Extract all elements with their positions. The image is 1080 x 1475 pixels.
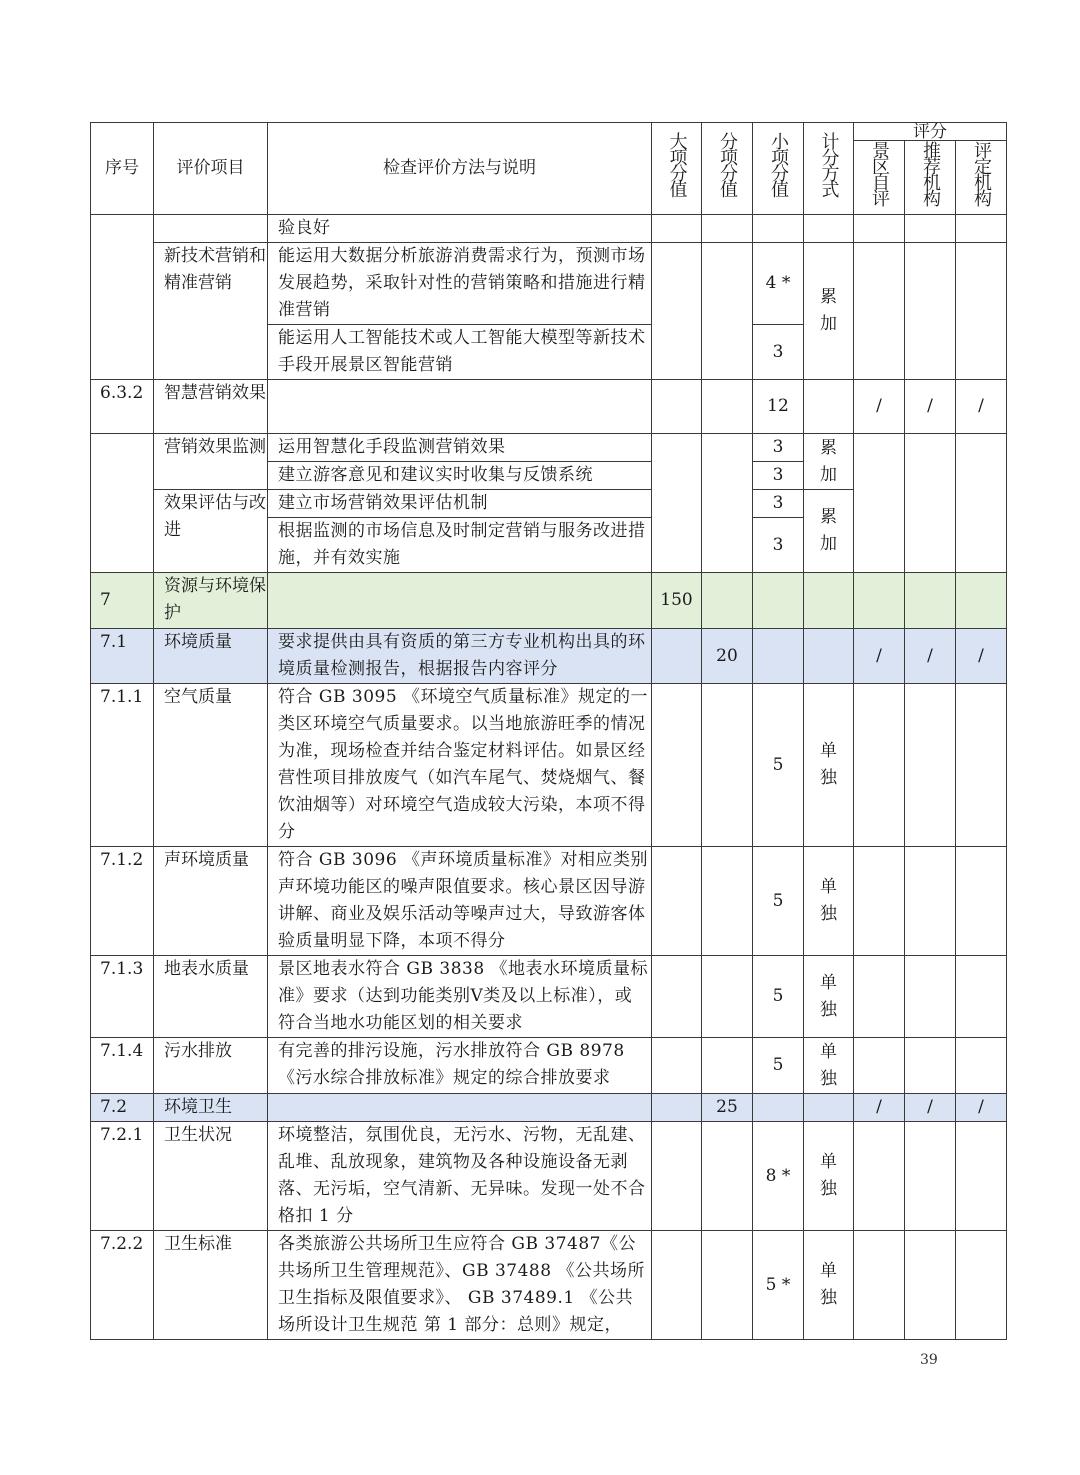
minor-score: 5	[753, 684, 804, 847]
item-cell: 智慧营销效果	[154, 380, 268, 434]
minor-score: 4 *	[753, 243, 804, 325]
seq-cell: 7.1.4	[91, 1038, 154, 1094]
method-cell: 建立市场营销效果评估机制	[268, 490, 652, 518]
method-cell: 符合 GB 3096 《声环境质量标准》对相应类别声环境功能区的噪声限值要求。核心景区因导游讲解、商业及娱乐活动等噪声过大，导致游客体验质量明显下降，本项不得分	[268, 847, 652, 956]
header-major: 大项分值	[652, 123, 702, 215]
score-slash: /	[854, 1094, 905, 1122]
subsection-row	[91, 629, 1007, 684]
mode-cell: 单独	[804, 1122, 854, 1231]
minor-score: 3	[753, 490, 804, 518]
header-minor: 小项分值	[753, 123, 804, 215]
score-slash: /	[905, 629, 956, 684]
header-mode: 计分方式	[804, 123, 854, 215]
score-slash: /	[905, 1094, 956, 1122]
score-slash: /	[956, 629, 1007, 684]
header-method: 检查评价方法与说明	[268, 123, 652, 215]
sub-score: 20	[702, 629, 753, 684]
item-cell: 污水排放	[154, 1038, 268, 1094]
mode-cell: 累加	[804, 243, 854, 380]
item-cell: 卫生状况	[154, 1122, 268, 1231]
minor-score: 5 *	[753, 1231, 804, 1340]
minor-score: 5	[753, 1038, 804, 1094]
method-cell: 环境整洁，氛围优良，无污水、污物，无乱建、乱堆、乱放现象，建筑物及各种设施设备无剥落、无污垢，空气清新、无异味。发现一处不合格扣 1 分	[268, 1122, 652, 1231]
method-cell: 能运用人工智能技术或人工智能大模型等新技术手段开展景区智能营销	[268, 325, 652, 380]
seq-cell: 7.1.1	[91, 684, 154, 847]
item-cell: 资源与环境保护	[154, 573, 268, 629]
table-row	[91, 1122, 1007, 1231]
header-assess: 评定机构	[956, 141, 1007, 215]
seq-cell: 7.2.1	[91, 1122, 154, 1231]
method-cell: 根据监测的市场信息及时制定营销与服务改进措施，并有效实施	[268, 518, 652, 573]
seq-cell: 7.2	[91, 1094, 154, 1122]
section-row	[91, 573, 1007, 629]
item-cell: 环境质量	[154, 629, 268, 684]
method-cell: 景区地表水符合 GB 3838 《地表水环境质量标准》要求（达到功能类别V类及以上标准），或符合当地水功能区划的相关要求	[268, 956, 652, 1038]
score-slash: /	[905, 380, 956, 434]
table-row	[91, 434, 1007, 462]
major-score: 150	[652, 573, 702, 629]
item-cell: 营销效果监测	[154, 434, 268, 490]
score-slash: /	[956, 1094, 1007, 1122]
mode-cell: 单独	[804, 956, 854, 1038]
mode-cell: 单独	[804, 847, 854, 956]
table-row	[91, 380, 1007, 434]
minor-score: 3	[753, 325, 804, 380]
seq-cell: 6.3.2	[91, 380, 154, 434]
minor-score: 5	[753, 956, 804, 1038]
item-cell: 效果评估与改进	[154, 490, 268, 573]
score-slash: /	[854, 629, 905, 684]
header-score: 评分	[854, 123, 1007, 141]
minor-score: 3	[753, 434, 804, 462]
method-cell: 建立游客意见和建议实时收集与反馈系统	[268, 462, 652, 490]
header-sub: 分项分值	[702, 123, 753, 215]
minor-score: 3	[753, 518, 804, 573]
item-cell: 卫生标准	[154, 1231, 268, 1340]
header-seq: 序号	[91, 123, 154, 215]
evaluation-table	[90, 122, 1007, 1340]
method-cell: 各类旅游公共场所卫生应符合 GB 37487《公共场所卫生管理规范》、GB 37488 《公共场所卫生指标及限值要求》、 GB 37489.1 《公共场所设计卫生规范 第 1 部分：总则》规定，	[268, 1231, 652, 1340]
mode-cell: 累加	[804, 434, 854, 490]
seq-cell: 7.1.3	[91, 956, 154, 1038]
mode-cell: 单独	[804, 684, 854, 847]
subsection-row	[91, 1094, 1007, 1122]
table-row	[91, 847, 1007, 956]
minor-score: 8 *	[753, 1122, 804, 1231]
mode-cell: 单独	[804, 1038, 854, 1094]
mode-cell: 单独	[804, 1231, 854, 1340]
table-row	[91, 684, 1007, 847]
item-cell: 新技术营销和精准营销	[154, 243, 268, 380]
table-row	[91, 1038, 1007, 1094]
item-cell: 环境卫生	[154, 1094, 268, 1122]
method-cell: 有完善的排污设施，污水排放符合 GB 8978 《污水综合排放标准》规定的综合排放要求	[268, 1038, 652, 1094]
method-cell: 能运用大数据分析旅游消费需求行为，预测市场发展趋势，采取针对性的营销策略和措施进行精准营销	[268, 243, 652, 325]
sub-score: 25	[702, 1094, 753, 1122]
seq-cell: 7.2.2	[91, 1231, 154, 1340]
mode-cell: 累加	[804, 490, 854, 573]
table-row	[91, 956, 1007, 1038]
header-item: 评价项目	[154, 123, 268, 215]
minor-score: 5	[753, 847, 804, 956]
score-slash: /	[854, 380, 905, 434]
item-cell: 地表水质量	[154, 956, 268, 1038]
table-row	[91, 1231, 1007, 1340]
seq-cell: 7.1.2	[91, 847, 154, 956]
minor-score: 3	[753, 462, 804, 490]
method-cell: 运用智慧化手段监测营销效果	[268, 434, 652, 462]
table-row	[91, 215, 1007, 243]
item-cell: 空气质量	[154, 684, 268, 847]
score-slash: /	[956, 380, 1007, 434]
method-cell: 符合 GB 3095 《环境空气质量标准》规定的一类区环境空气质量要求。以当地旅游旺季的情况为准，现场检查并结合鉴定材料评估。如景区经营性项目排放废气（如汽车尾气、焚烧烟气、餐饮油烟等）对环境空气造成较大污染，本项不得分	[268, 684, 652, 847]
header-row	[91, 123, 1007, 141]
item-cell: 声环境质量	[154, 847, 268, 956]
method-cell: 要求提供由具有资质的第三方专业机构出具的环境质量检测报告，根据报告内容评分	[268, 629, 652, 684]
minor-score: 12	[753, 380, 804, 434]
page-number: 39	[920, 1352, 938, 1368]
header-recommend: 推荐机构	[905, 141, 956, 215]
header-self: 景区自评	[854, 141, 905, 215]
method-cell: 验良好	[268, 215, 652, 243]
table-row	[91, 243, 1007, 325]
seq-cell: 7.1	[91, 629, 154, 684]
seq-cell: 7	[91, 573, 154, 629]
